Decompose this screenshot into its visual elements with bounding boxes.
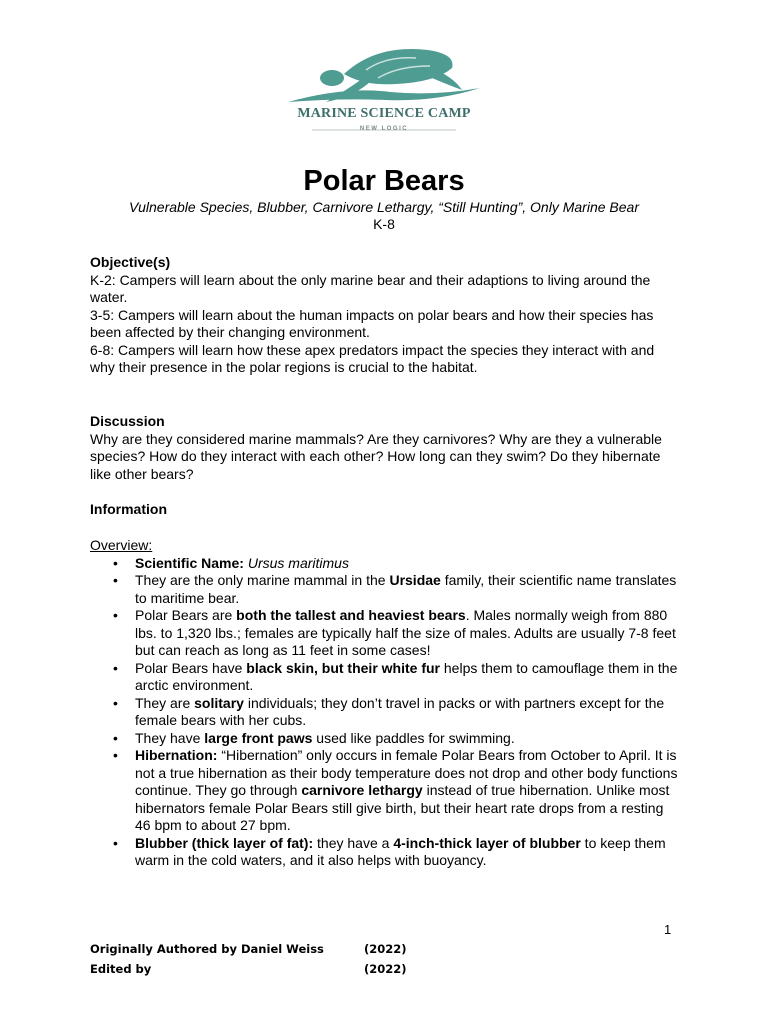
list-item: • Hibernation: “Hibernation” only occurs in female Polar Bears from October to April. It is not a true hibernation as their body temperature does not drop and other body functions continue. They go through carnivore lethargy instead of true hibernation. Unlike most hibernators female Polar Bears still give birth, but their heart rate drops from a resting 46 bpm to about 27 bpm. (90, 747, 680, 835)
logo-wordmark: MARINE SCIENCE CAMP (297, 106, 471, 121)
list-item: • They are the only marine mammal in the Ursidae family, their scientific name translates to maritime bear. (90, 572, 680, 607)
list-item: • Polar Bears have black skin, but their white fur helps them to camouflage them in the arctic environment. (90, 660, 680, 695)
logo-tagline: NEW LOGIC (359, 126, 409, 132)
list-item: • Blubber (thick layer of fat): they have a 4-inch-thick layer of blubber to keep them warm in the cold waters, and it also helps with buoyancy. (90, 835, 680, 870)
grade-range: K-8 (373, 216, 395, 232)
footer-edited-line (90, 962, 490, 976)
list-item: • Scientific Name: Ursus maritimus (90, 555, 680, 573)
list-item: • They have large front paws used like paddles for swimming. (90, 730, 680, 748)
list-item: • Polar Bears are both the tallest and heaviest bears. Males normally weigh from 880 lbs. to 1,320 lbs.; females are typically half the size of males. Adults are usually 7-8 feet but can reach as long as 11 feet in some cases! (90, 607, 680, 660)
objectives-heading: Objective(s) (90, 254, 171, 270)
lesson-topics: Vulnerable Species, Blubber, Carnivore Lethargy, “Still Hunting”, Only Marine Bear (129, 199, 639, 215)
overview-list (90, 555, 680, 870)
footer-author: Originally Authored by Daniel Weiss (90, 942, 324, 956)
page-title: Polar Bears (303, 165, 465, 197)
objective-k2: K-2: Campers will learn about the only marine bear and their adaptions to living around the water. (90, 271, 651, 305)
footer-edited-year: (2022) (364, 962, 407, 976)
overview-section (90, 537, 680, 870)
list-item: • They are solitary individuals; they don’t travel in packs or with partners except for the female bears with her cubs. (90, 695, 680, 730)
camp-logo (286, 40, 482, 146)
objectives-section (90, 254, 680, 377)
page-number: 1 (664, 922, 672, 937)
discussion-section (90, 413, 680, 483)
footer-author-line (90, 942, 490, 956)
footer-author-year: (2022) (364, 942, 407, 956)
information-heading: Information (90, 501, 167, 517)
discussion-heading: Discussion (90, 413, 165, 429)
information-section (90, 501, 680, 519)
objective-3-5: 3-5: Campers will learn about the human impacts on polar bears and how their species has been affected by their changing environment. (90, 306, 654, 340)
objective-6-8: 6-8: Campers will learn how these apex predators impact the species they interact with and why their presence in the polar regions is crucial to the habitat. (90, 341, 655, 375)
footer-edited: Edited by (90, 962, 152, 976)
overview-label: Overview: (90, 537, 153, 553)
discussion-text: Why are they considered marine mammals? Are they carnivores? Why are they a vulnerable species? How do they interact with each other? How long can they swim? Do they hibernate like other bears? (90, 430, 662, 482)
